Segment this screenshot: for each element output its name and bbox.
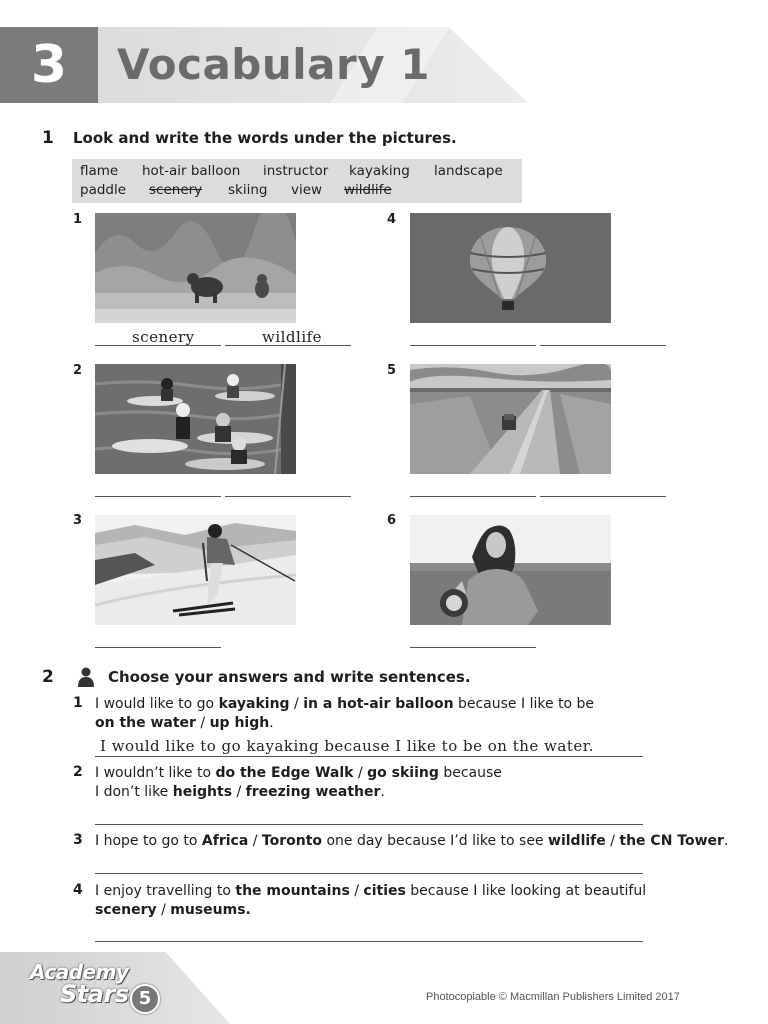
handwritten-answer: scenery — [132, 328, 195, 346]
person-icon — [78, 667, 94, 687]
question-number: 2 — [73, 764, 83, 780]
sentence-answer-line[interactable] — [95, 873, 643, 874]
exercise-1-number: 1 — [42, 128, 54, 148]
sentence-answer-line[interactable] — [95, 824, 643, 825]
answer-line[interactable] — [225, 496, 351, 497]
picture-number: 2 — [73, 363, 83, 378]
word-bank-item: hot-air balloon — [142, 163, 241, 179]
photo-landscape-road — [410, 364, 611, 474]
answer-line[interactable] — [410, 496, 536, 497]
question-text: I hope to go to Africa / Toronto one day because I’d like to see wildlife / the CN Tower. — [95, 833, 729, 849]
word-bank-item: flame — [80, 163, 119, 179]
unit-header — [0, 27, 530, 103]
sentence-answer-line[interactable] — [95, 756, 643, 757]
photo-hot-air-balloon — [410, 213, 611, 323]
photo-instructor — [410, 515, 611, 625]
answer-line[interactable] — [410, 647, 536, 648]
question-number: 1 — [73, 695, 83, 711]
picture-number: 3 — [73, 513, 83, 528]
word-bank-item: skiing — [228, 182, 268, 198]
photo-kayakers — [95, 364, 296, 474]
photo-skier — [95, 515, 296, 625]
question-text: I enjoy travelling to the mountains / cities because I like looking at beautiful scenery / museums. — [95, 883, 647, 918]
question-text: I would like to go kayaking / in a hot-air balloon because I like to be on the water / up high. — [95, 696, 595, 731]
word-bank-item-used: scenery — [149, 182, 203, 198]
handwritten-answer: wildlife — [262, 328, 323, 346]
picture-number: 1 — [73, 212, 83, 227]
answer-line[interactable] — [540, 496, 666, 497]
sentence-answer-line[interactable] — [95, 941, 643, 942]
answer-line[interactable] — [95, 496, 221, 497]
page-title: Vocabulary 1 — [117, 40, 430, 89]
academy-stars-logo: Academy Stars 5 — [22, 958, 172, 1018]
question-text: I wouldn’t like to do the Edge Walk / go skiing because I don’t like heights / freezing weather. — [95, 765, 502, 800]
exercise-2-number: 2 — [42, 667, 54, 687]
unit-number: 3 — [0, 27, 98, 103]
word-bank — [72, 159, 522, 203]
word-bank-item-used: wildlife — [344, 182, 392, 198]
answer-line[interactable] — [540, 345, 666, 346]
picture-number: 6 — [387, 513, 397, 528]
word-bank-item: view — [291, 182, 323, 198]
exercise-1-instruction: Look and write the words under the pictures. — [73, 129, 457, 147]
photo-bears — [95, 213, 296, 323]
picture-number: 5 — [387, 363, 397, 378]
word-bank-item: instructor — [263, 163, 329, 179]
answer-line[interactable] — [95, 647, 221, 648]
answer-line[interactable] — [410, 345, 536, 346]
word-bank-item: kayaking — [349, 163, 410, 179]
question-number: 4 — [73, 882, 83, 898]
word-bank-item: paddle — [80, 182, 127, 198]
exercise-2-instruction: Choose your answers and write sentences. — [108, 668, 471, 686]
question-number: 3 — [73, 832, 83, 848]
handwritten-sentence: I would like to go kayaking because I like to be on the water. — [100, 737, 595, 755]
copyright-notice: Photocopiable © Macmillan Publishers Limited 2017 — [426, 991, 680, 1003]
word-bank-item: landscape — [434, 163, 503, 179]
picture-number: 4 — [387, 212, 397, 227]
